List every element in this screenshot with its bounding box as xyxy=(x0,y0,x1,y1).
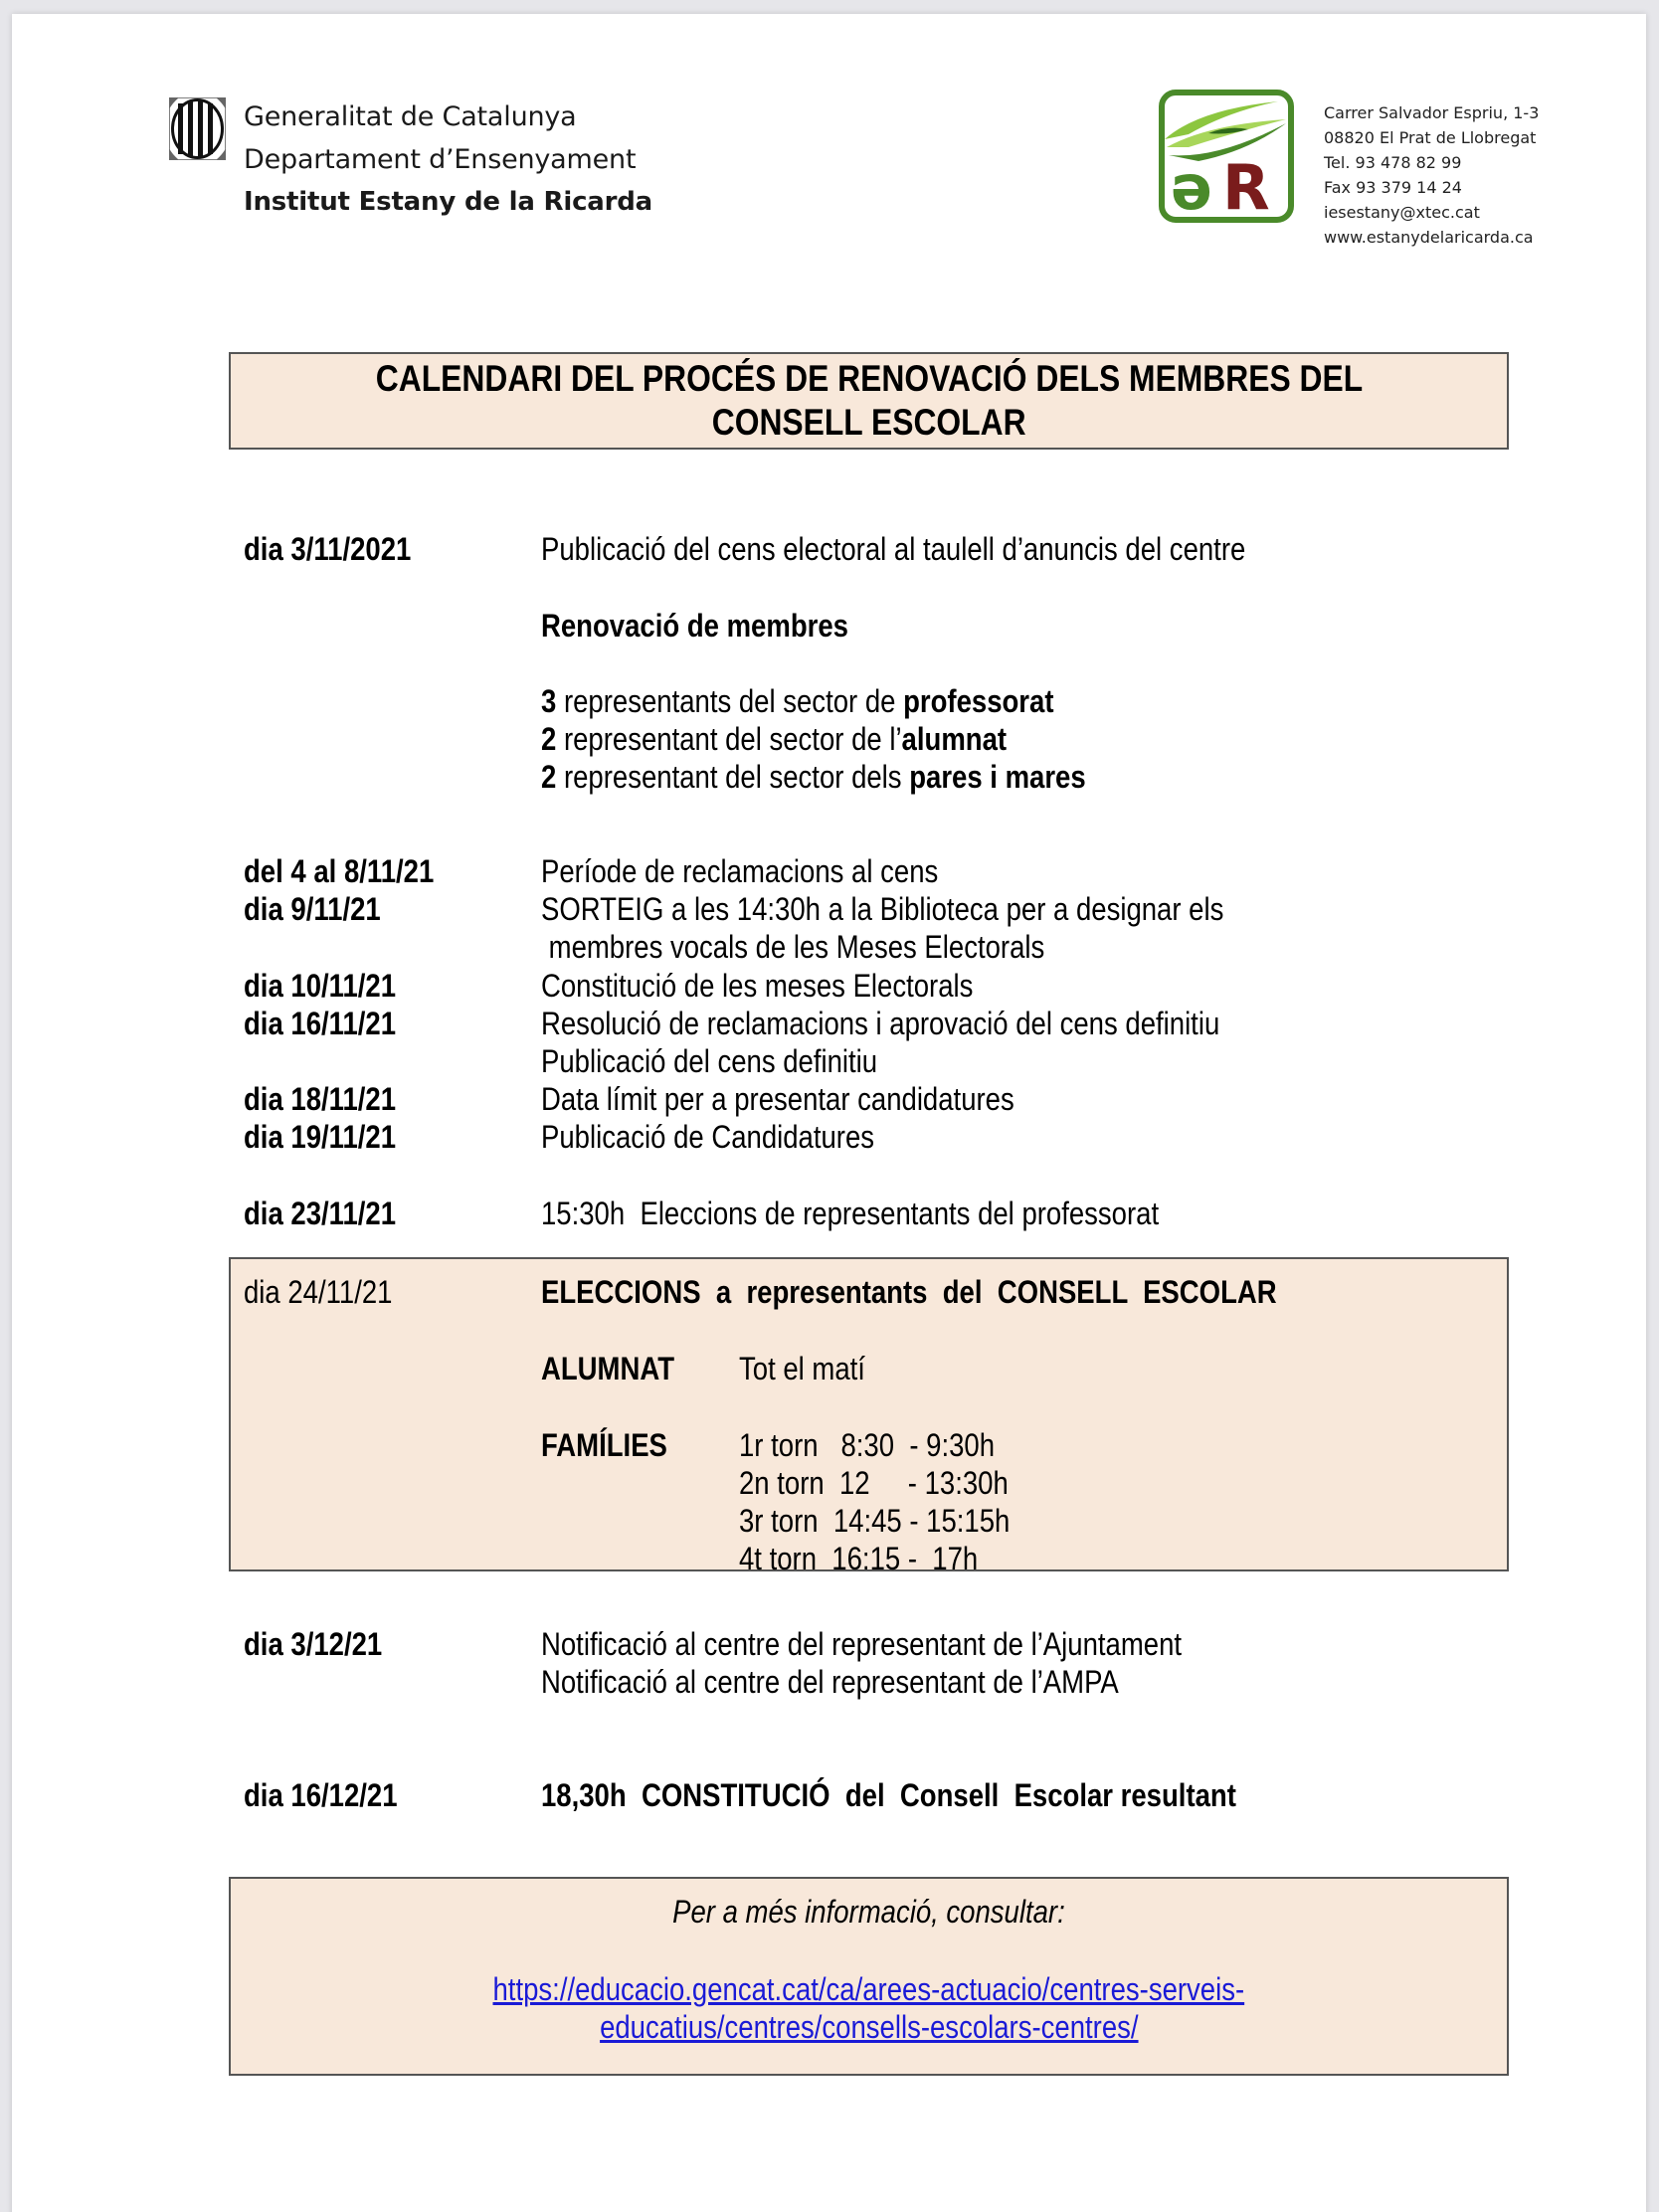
entry-text: Període de reclamacions al cens xyxy=(541,853,939,889)
entry-date: dia 18/11/21 xyxy=(244,1081,397,1117)
title-line-1: CALENDARI DEL PROCÉS DE RENOVACIÓ DELS MEMBRES DEL xyxy=(375,358,1363,399)
address-street: Carrer Salvador Espriu, 1-3 xyxy=(1324,103,1540,122)
member-desc: representant del sector dels xyxy=(556,759,910,795)
entry-text: membres vocals de les Meses Electorals xyxy=(541,929,1045,965)
turn-3: 3r torn 14:45 - 15:15h xyxy=(739,1503,1011,1539)
entry-text: Publicació de Candidatures xyxy=(541,1119,875,1155)
info-link-row xyxy=(231,1970,1507,2008)
entry-date: dia 24/11/21 xyxy=(244,1274,393,1310)
member-count: 2 xyxy=(541,721,557,757)
turn-2: 2n torn 12 - 13:30h xyxy=(739,1465,1009,1501)
member-sector: professorat xyxy=(903,683,1054,719)
entry-text: Constitució de les meses Electorals xyxy=(541,968,974,1004)
more-info-box xyxy=(229,1877,1509,2076)
entry-date: dia 23/11/21 xyxy=(244,1196,397,1231)
member-sector: pares i mares xyxy=(909,759,1086,795)
entry-text: Publicació del cens definitiu xyxy=(541,1043,878,1079)
entry-text: Notificació al centre del representant de l’Ajuntament xyxy=(541,1626,1183,1662)
member-line-text xyxy=(541,682,1053,720)
turn-4: 4t torn 16:15 - 17h xyxy=(739,1541,979,1576)
address-email[interactable]: iesestany@xtec.cat xyxy=(1324,203,1480,222)
entry-text: 18,30h CONSTITUCIÓ del Consell Escolar resultant xyxy=(541,1777,1236,1813)
member-desc: representant del sector de l’ xyxy=(556,721,902,757)
address-city: 08820 El Prat de Llobregat xyxy=(1324,128,1537,147)
address-website[interactable]: www.estanydelaricarda.ca xyxy=(1324,228,1534,247)
org-line-1: Generalitat de Catalunya xyxy=(244,101,577,132)
org-line-2: Departament d’Ensenyament xyxy=(244,144,637,175)
entry-date: dia 3/12/21 xyxy=(244,1626,383,1662)
member-count: 2 xyxy=(541,759,557,795)
entry-text: Publicació del cens electoral al taulell d’anuncis del centre xyxy=(541,531,1246,567)
member-sector: alumnat xyxy=(901,721,1008,757)
entry-date: dia 16/12/21 xyxy=(244,1777,398,1813)
address-phone: Tel. 93 478 82 99 xyxy=(1324,153,1462,172)
address-fax: Fax 93 379 14 24 xyxy=(1324,178,1462,197)
renovation-subheading: Renovació de membres xyxy=(541,608,848,644)
turn-1: 1r torn 8:30 - 9:30h xyxy=(739,1427,996,1463)
document-title xyxy=(229,352,1509,450)
election-heading: ELECCIONS a representants del CONSELL ESCOLAR xyxy=(541,1274,1277,1310)
info-link-row xyxy=(231,2008,1507,2046)
entry-text: Resolució de reclamacions i aprovació del cens definitiu xyxy=(541,1006,1220,1041)
entry-text: 15:30h Eleccions de representants del professorat xyxy=(541,1196,1160,1231)
entry-text: SORTEIG a les 14:30h a la Biblioteca per a designar els xyxy=(541,891,1224,927)
school-name: Institut Estany de la Ricarda xyxy=(244,187,653,217)
svg-text:R: R xyxy=(1222,151,1270,223)
entry-date: dia 16/11/21 xyxy=(244,1006,397,1041)
member-count: 3 xyxy=(541,683,557,719)
more-info-lead-row xyxy=(231,1893,1507,1931)
entry-date: dia 3/11/2021 xyxy=(244,531,412,567)
entry-date: dia 19/11/21 xyxy=(244,1119,397,1155)
info-link-line-2[interactable]: educatius/centres/consells-escolars-centres/ xyxy=(599,2009,1139,2045)
alumnat-label: ALUMNAT xyxy=(541,1351,674,1386)
school-logo-icon xyxy=(1159,90,1294,223)
document-page xyxy=(12,14,1646,2212)
alumnat-value: Tot el matí xyxy=(739,1351,865,1386)
info-link-line-1[interactable]: https://educacio.gencat.cat/ca/arees-actuacio/centres-serveis- xyxy=(492,1971,1245,2007)
title-line-2: CONSELL ESCOLAR xyxy=(711,402,1026,443)
member-desc: representants del sector de xyxy=(556,683,904,719)
families-label: FAMÍLIES xyxy=(541,1427,667,1463)
entry-date: dia 9/11/21 xyxy=(244,891,381,927)
entry-text: Data límit per a presentar candidatures xyxy=(541,1081,1014,1117)
organization-block xyxy=(244,95,652,224)
school-address xyxy=(1324,100,1539,250)
entry-date: dia 10/11/21 xyxy=(244,968,397,1004)
member-line-text xyxy=(541,758,1086,796)
entry-text: Notificació al centre del representant de l’AMPA xyxy=(541,1664,1119,1700)
entry-date: del 4 al 8/11/21 xyxy=(244,853,435,889)
more-info-lead: Per a més informació, consultar: xyxy=(672,1894,1065,1930)
svg-text:ə: ə xyxy=(1171,151,1213,223)
member-line-text xyxy=(541,720,1007,758)
generalitat-seal-icon xyxy=(169,97,226,160)
